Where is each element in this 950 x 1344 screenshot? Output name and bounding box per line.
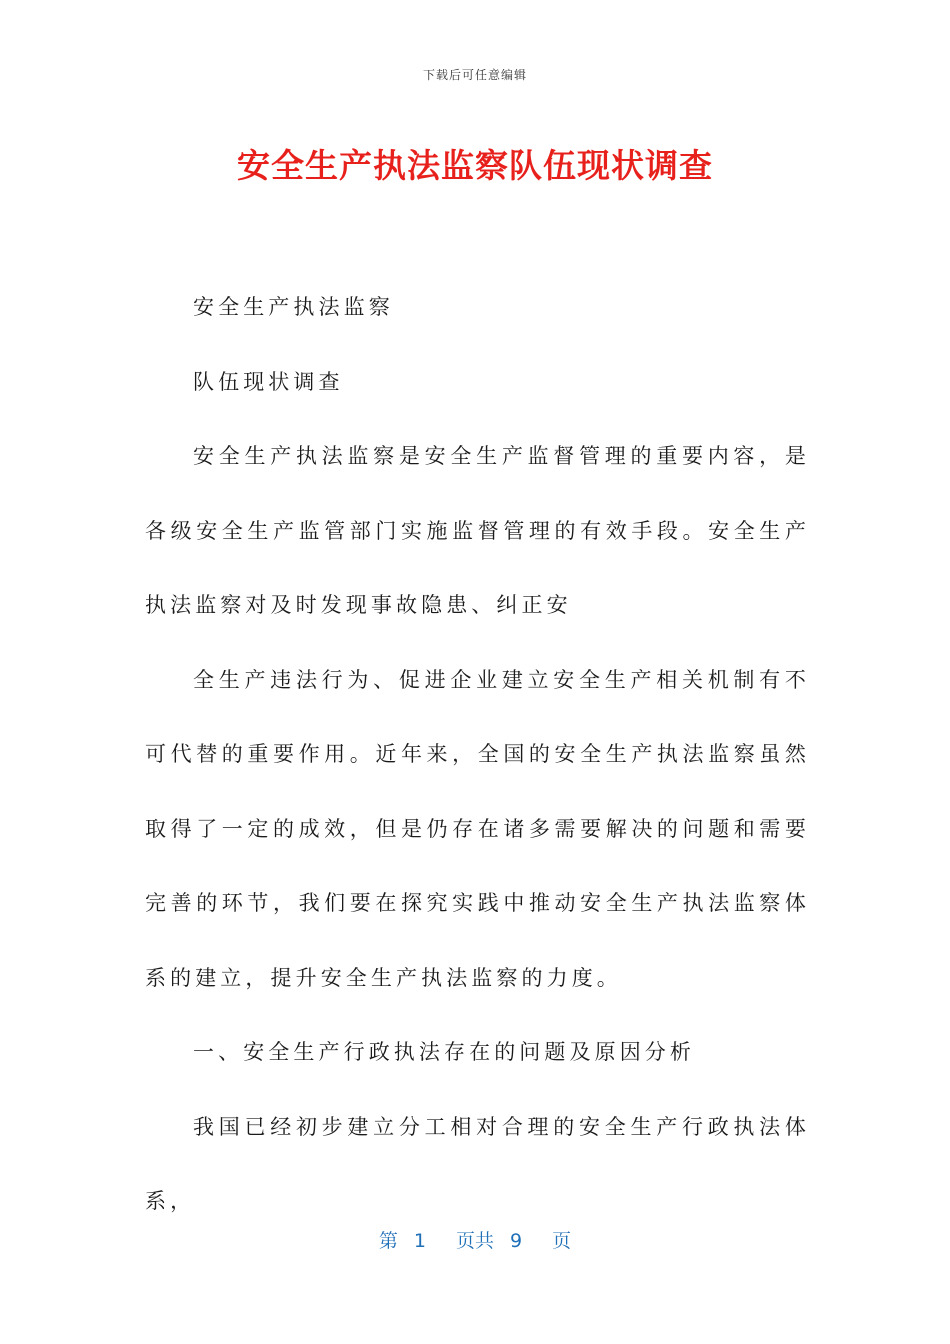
paragraph: 队伍现状调查 [193, 369, 344, 394]
paragraph: 全生产违法行为、促进企业建立安全生产相关机制有不可代替的重要作用。近年来，全国的安全生产执法监察虽然取得了一定的成效，但是仍存在诸多需要解决的问题和需要完善的环节，我们要在探究实践中推动安全生产执法监察体系的建立，提升安全生产执法监察的力度。 [145, 667, 810, 990]
footer-suffix: 页 [552, 1230, 572, 1252]
footer-prefix: 第 [378, 1230, 398, 1252]
total-pages-number: 9 [510, 1230, 523, 1252]
footer-middle: 页共 [455, 1230, 494, 1252]
document-title: 安全生产执法监察队伍现状调查 [237, 146, 713, 185]
current-page-number: 1 [413, 1230, 426, 1252]
page-footer [0, 1226, 950, 1253]
document-body [145, 270, 810, 1239]
header-note: 下载后可任意编辑 [422, 68, 527, 82]
paragraph: 安全生产执法监察是安全生产监督管理的重要内容，是各级安全生产监管部门实施监督管理的有效手段。安全生产执法监察对及时发现事故隐患、纠正安 [145, 444, 810, 617]
paragraph: 我国已经初步建立分工相对合理的安全生产行政执法体系， [145, 1114, 810, 1213]
paragraph: 安全生产执法监察 [193, 295, 394, 319]
section-heading: 一、安全生产行政执法存在的问题及原因分析 [193, 1040, 695, 1064]
